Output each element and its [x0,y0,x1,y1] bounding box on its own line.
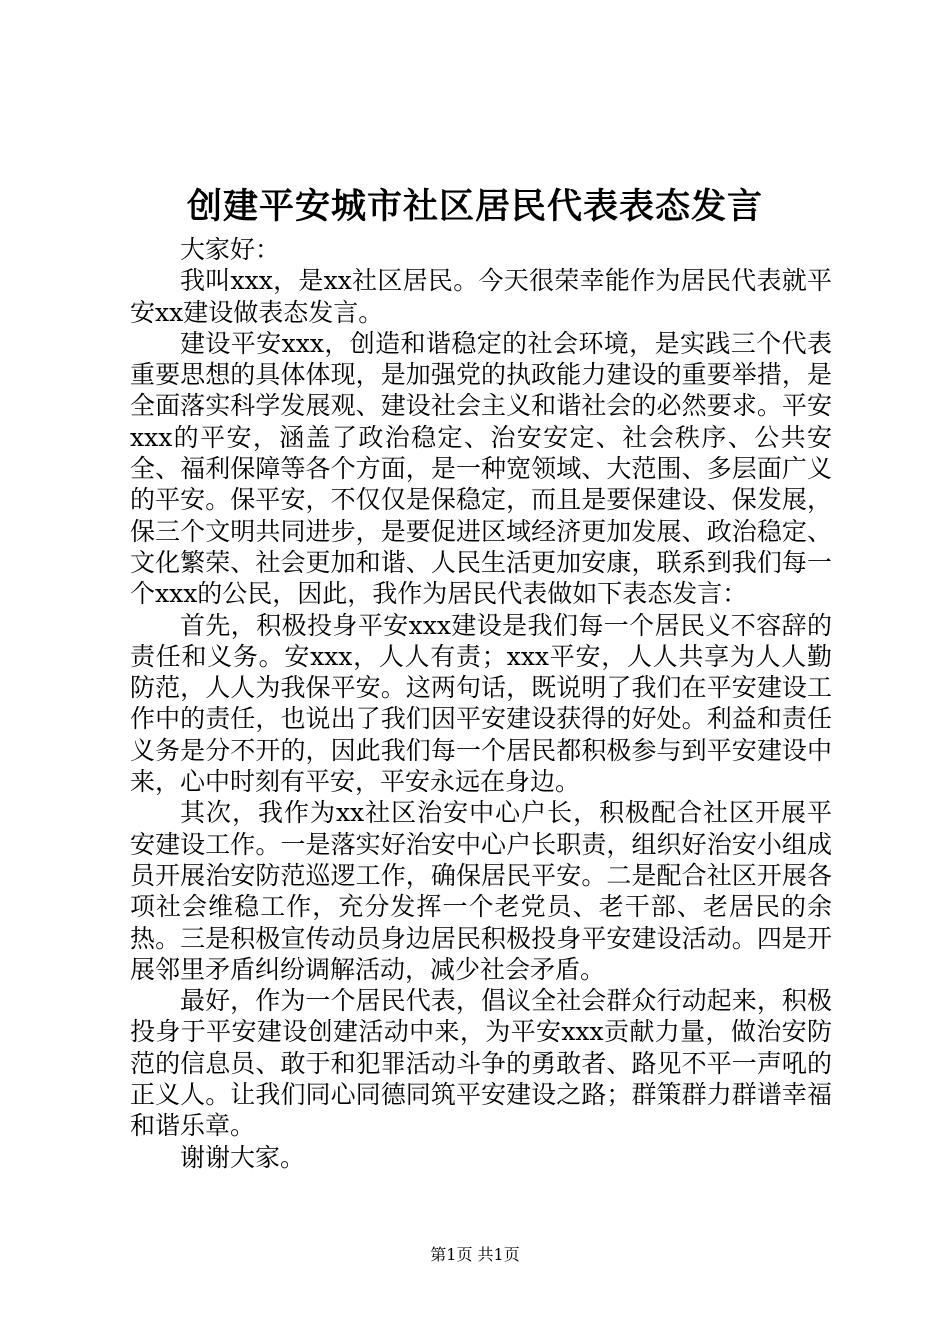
paragraph-final-point: 最好，作为一个居民代表，倡议全社会群众行动起来，积极投身于平安建设创建活动中来，为平安xxx贡献力量，做治安防范的信息员、敢于和犯罪活动斗争的勇敢者、路见不平一声吼的正义人。让我们同心同德同筑平安建设之路；群策群力群谱幸福和谐乐章。 [130,986,832,1141]
paragraph-second-point: 其次，我作为xx社区治安中心户长，积极配合社区开展平安建设工作。一是落实好治安中心户长职责，组织好治安小组成员开展治安防范巡逻工作，确保居民平安。二是配合社区开展各项社会维稳工作，充分发挥一个老党员、老干部、老居民的余热。三是积极宣传动员身边居民积极投身平安建设活动。四是开展邻里矛盾纠纷调解活动，减少社会矛盾。 [130,798,832,984]
paragraph-first-point: 首先，积极投身平安xxx建设是我们每一个居民义不容辞的责任和义务。安xxx，人人有责；xxx平安，人人共享为人人勤防范，人人为我保平安。这两句话，既说明了我们在平安建设工作中的责任，也说出了我们因平安建设获得的好处。利益和责任义务是分不开的，因此我们每一个居民都积极参与到平安建设中来，心中时刻有平安，平安永远在身边。 [130,610,832,797]
paragraph-closing: 谢谢大家。 [180,1142,306,1172]
paragraph-greeting: 大家好： [180,235,281,264]
document-title: 创建平安城市社区居民代表表态发言 [186,186,763,227]
paragraph-significance: 建设平安xxx，创造和谐稳定的社会环境，是实践三个代表重要思想的具体体现，是加强党的执政能力建设的重要举措，是全面落实科学发展观、建设社会主义和谐社会的必然要求。平安xxx的平安，涵盖了政治稳定、治安安定、社会秩序、公共安全、福利保障等各个方面，是一种宽领域、大范围、多层面广义的平安。保平安，不仅仅是保稳定，而且是要保建设、保发展，保三个文明共同进步，是要促进区域经济更加发展、政治稳定、文化繁荣、社会更加和谐、人民生活更加安康，联系到我们每一个xxx的公民，因此，我作为居民代表做如下表态发言： [130,328,832,609]
document-body [130,234,832,1173]
paragraph-introduction: 我叫xxx，是xx社区居民。今天很荣幸能作为居民代表就平安xx建设做表态发言。 [130,266,832,327]
page-number-footer: 第1页 共1页 [430,1245,520,1264]
